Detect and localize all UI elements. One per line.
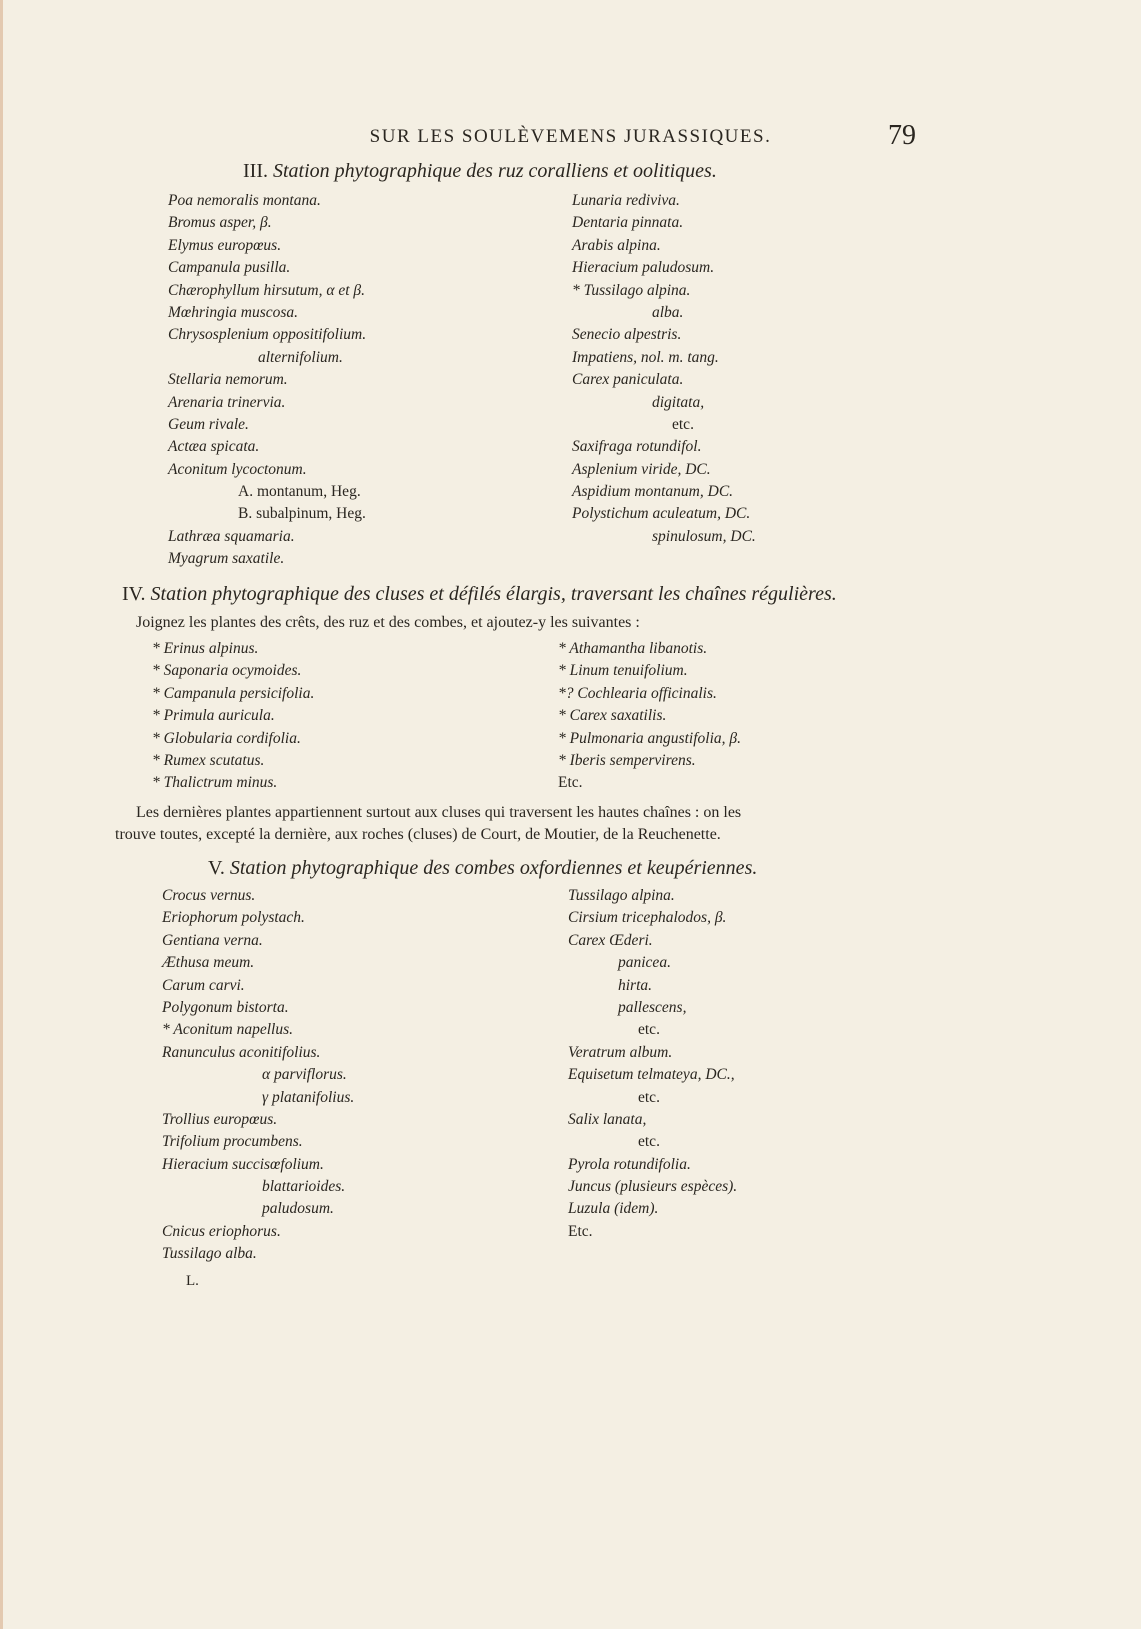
plant-list-item: pallescens, (618, 998, 687, 1016)
section-5-title: Station phytographique des combes oxfordiennes et keupériennes. (229, 857, 758, 879)
plant-list-item: Aspidium montanum, DC. (572, 483, 734, 501)
section-3-title: Station phytographique des ruz coralliens et oolitiques. (272, 160, 717, 182)
plant-list-item: γ platanifolius. (262, 1088, 355, 1106)
plant-list-item: Lathræa squamaria. (168, 527, 295, 545)
section-4-title: Station phytographique des cluses et défilés élargis, traversant les chaînes régulières. (150, 583, 837, 605)
plant-list-item: Impatiens, nol. m. tang. (572, 348, 719, 366)
plant-list-item: Pyrola rotundifolia. (568, 1155, 691, 1173)
plant-list-item: blattarioides. (262, 1178, 346, 1196)
plant-list-item: * Iberis sempervirens. (558, 751, 696, 769)
page-number: 79 (888, 120, 916, 151)
plant-list-item: α parviflorus. (262, 1066, 347, 1084)
plant-list-item: * Primula auricula. (152, 707, 275, 725)
section-4-intro: Joignez les plantes des crêts, des ruz et des combes, et ajoutez-y les suivantes : (136, 614, 640, 631)
section-5-numeral: V. (208, 857, 225, 879)
plant-list-item: Saxifraga rotundifol. (572, 438, 702, 456)
plant-list-item: Myagrum saxatile. (168, 550, 285, 568)
plant-list-item: * Linum tenuifolium. (558, 662, 688, 680)
plant-list-item: spinulosum, DC. (652, 527, 756, 545)
section-5-heading (208, 857, 757, 880)
section-3-right-list (572, 190, 756, 548)
plant-list-item: Juncus (plusieurs espèces). (568, 1178, 738, 1196)
plant-list-item: Actæa spicata. (168, 438, 260, 456)
plant-list-item: paludosum. (262, 1200, 334, 1218)
section-5-left-list (162, 885, 354, 1266)
section-5-right-list (568, 885, 737, 1243)
plant-list-item: B. subalpinum, Heg. (238, 505, 366, 523)
plant-list-item: Eriophorum polystach. (162, 909, 305, 927)
plant-list-item: Dentaria pinnata. (572, 214, 684, 232)
plant-list-item: Etc. (558, 774, 583, 792)
plant-list-item: Ranunculus aconitifolius. (162, 1043, 321, 1061)
running-head: SUR LES SOULÈVEMENS JURASSIQUES. (369, 126, 772, 147)
plant-list-item: Trifolium procumbens. (162, 1133, 303, 1151)
plant-list-item: Etc. (568, 1222, 593, 1240)
plant-list-item: Polystichum aculeatum, DC. (572, 505, 751, 523)
section-4-note-line-1: Les dernières plantes appartiennent surtout aux cluses qui traversent les hautes chaînes : on les (136, 804, 742, 821)
plant-list-item: Carex paniculata. (572, 371, 684, 389)
plant-list-item: Chærophyllum hirsutum, α et β. (168, 281, 365, 299)
plant-list-item: Campanula pusilla. (168, 259, 291, 277)
plant-list-item: Salix lanata, (568, 1110, 647, 1128)
plant-list-item: * Aconitum napellus. (162, 1021, 294, 1039)
plant-list-item: A. montanum, Heg. (238, 483, 361, 501)
signature: L. (186, 1273, 199, 1289)
plant-list-item: *? Cochlearia officinalis. (558, 684, 717, 702)
plant-list-item: Arabis alpina. (572, 236, 661, 254)
section-4-left-list (152, 638, 314, 795)
plant-list-item: digitata, (652, 393, 705, 411)
section-3-left-list (168, 190, 366, 571)
plant-list-item: Carex Œderi. (568, 931, 653, 949)
plant-list-item: etc. (672, 415, 694, 433)
plant-list-item: Æthusa meum. (162, 954, 255, 972)
plant-list-item: etc. (638, 1133, 660, 1151)
plant-list-item: Mœhringia muscosa. (168, 303, 299, 321)
plant-list-item: Asplenium viride, DC. (572, 460, 711, 478)
plant-list-item: panicea. (618, 954, 671, 972)
plant-list-item: Tussilago alpina. (568, 887, 675, 904)
plant-list-item: * Pulmonaria angustifolia, β. (558, 729, 741, 747)
plant-list-item: Elymus europœus. (168, 236, 282, 254)
plant-list-item: etc. (638, 1088, 660, 1106)
plant-list-item: * Rumex scutatus. (152, 751, 265, 769)
plant-list-item: Cnicus eriophorus. (162, 1222, 281, 1240)
plant-list-item: Luzula (idem). (568, 1200, 659, 1218)
plant-list-item: Poa nemoralis montana. (168, 192, 321, 209)
plant-list-item: Lunaria rediviva. (572, 192, 680, 209)
plant-list-item: * Athamantha libanotis. (558, 640, 708, 657)
plant-list-item: Chrysosplenium oppositifolium. (168, 326, 367, 344)
plant-list-item: alba. (652, 303, 684, 321)
plant-list-item: Carum carvi. (162, 976, 245, 994)
section-4-numeral: IV. (122, 583, 146, 605)
plant-list-item: * Carex saxatilis. (558, 707, 667, 725)
plant-list-item: Trollius europœus. (162, 1110, 278, 1128)
section-3-numeral: III. (243, 160, 268, 182)
plant-list-item: alternifolium. (258, 348, 343, 366)
plant-list-item: * Erinus alpinus. (152, 640, 259, 657)
section-4-heading (122, 583, 837, 606)
plant-list-item: Hieracium succisœfolium. (162, 1155, 324, 1173)
plant-list-item: * Tussilago alpina. (572, 281, 691, 299)
plant-list-item: Senecio alpestris. (572, 326, 682, 344)
plant-list-item: * Campanula persicifolia. (152, 684, 315, 702)
plant-list-item: Hieracium paludosum. (572, 259, 715, 277)
plant-list-item: Cirsium tricephalodos, β. (568, 909, 727, 927)
plant-list-item: Bromus asper, β. (168, 214, 272, 232)
plant-list-item: Polygonum bistorta. (162, 998, 289, 1016)
plant-list-item: Arenaria trinervia. (168, 393, 286, 411)
plant-list-item: * Globularia cordifolia. (152, 729, 301, 747)
plant-list-item: hirta. (618, 976, 653, 994)
plant-list-item: Veratrum album. (568, 1043, 673, 1061)
plant-list-item: Gentiana verna. (162, 931, 263, 949)
section-3-heading (243, 160, 717, 183)
plant-list-item: * Saponaria ocymoides. (152, 662, 302, 680)
plant-list-item: Geum rivale. (168, 415, 249, 433)
page-edge (0, 0, 3, 1629)
plant-list-item: * Thalictrum minus. (152, 774, 278, 792)
section-4-right-list (558, 638, 741, 795)
plant-list-item: Stellaria nemorum. (168, 371, 288, 389)
section-4-note-line-2: trouve toutes, excepté la dernière, aux roches (cluses) de Court, de Moutier, de la Reuchenette. (115, 826, 721, 843)
plant-list-item: Tussilago alba. (162, 1245, 257, 1263)
plant-list-item: etc. (638, 1021, 660, 1039)
plant-list-item: Crocus vernus. (162, 887, 256, 904)
plant-list-item: Equisetum telmateya, DC., (568, 1066, 735, 1084)
plant-list-item: Aconitum lycoctonum. (168, 460, 307, 478)
